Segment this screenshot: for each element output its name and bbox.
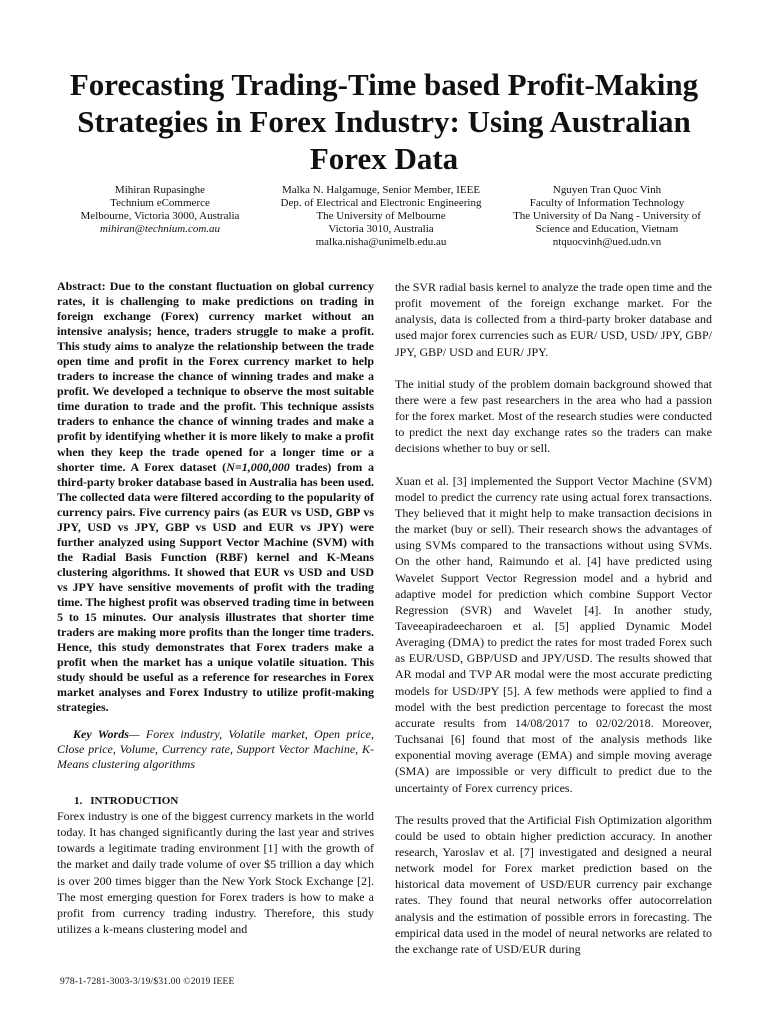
abstract-text: Due to the constant fluctuation on global currency rates, it is challenging to make predictions on trading in foreign exchange (Forex) currency market without an intensive analysis; hence, traders struggle to make a profit. This study aims to analyze the relationship between the trade open time and profit in the Forex currency market to help traders to increase the chance of winning trades and make a profit. We developed a technique to observe the most suitable time duration to trade and the profit. This technique assists traders to enhance the chance of winning trades and make a profit by identifying whether it is more likely to make a profit when they keep the trade opened for a longer time or a shorter time. A Forex dataset ( [57, 279, 374, 474]
author-affiliation: The University of Da Nang - University of Science and Education, Vietnam [513, 210, 701, 235]
author-name: Mihiran Rupasinghe [114, 184, 206, 196]
author-affiliation: Technium eCommerce [110, 197, 210, 209]
author-affiliation: Dep. of Electrical and Electronic Engineering [280, 197, 482, 209]
introduction-heading [57, 794, 374, 808]
left-column [57, 279, 374, 937]
abstract-dataset-size: N=1,000,000 [226, 459, 290, 474]
author-affiliation: Faculty of Information Technology [529, 197, 685, 209]
abstract-label: Abstract: [57, 279, 106, 293]
author-name: Nguyen Tran Quoc Vinh [552, 184, 662, 196]
author-affiliation: Melbourne, Victoria 3000, Australia [80, 210, 240, 222]
body-paragraph: The initial study of the problem domain background showed that there were a few past researchers in the area who had a passion for the forex market. Most of the research studies were conducted to predict the next day exchange rates so the traders can make decisions whether to buy or sell. [395, 376, 712, 456]
keywords-text: Forex industry, Volatile market, Open price, Close price, Volume, Currency rate, Support Vector Machine, K-Means clustering algorithms [57, 727, 375, 771]
author-email[interactable]: malka.nisha@unimelb.edu.au [315, 236, 447, 248]
author-1 [60, 184, 260, 236]
section-title: INTRODUCTION [90, 794, 179, 807]
right-column [395, 279, 712, 973]
body-paragraph: the SVR radial basis kernel to analyze the trade open time and the profit movement of the foreign exchange market. For the analysis, data is collected from a third-party broker database and used major forex currencies such as EUR/ USD, USD/ JPY, GBP/ JPY, GBP/ USD and EUR/ JPY. [395, 280, 712, 359]
body-paragraph: The results proved that the Artificial Fish Optimization algorithm could be used to obtain higher prediction accuracy. In another research, Yaroslav et al. [7] investigated and designed a neural network model for Forex market prediction based on the historical data movement of USD/EUR currency pair exchange rates. They found that neural networks offer autocorrelation analysis and the estimation of possible errors in forecasting. The empirical data used in the model of neural networks are related to the exchange rate of USD/EUR during [395, 812, 712, 956]
author-block [0, 184, 768, 254]
author-2 [262, 184, 500, 249]
section-number: 1. [74, 794, 83, 807]
author-email[interactable]: mihiran@technium.com.au [99, 223, 221, 235]
keywords [57, 727, 374, 771]
keywords-dash: — [128, 727, 146, 742]
introduction-paragraph: Forex industry is one of the biggest currency markets in the world today. It has changed significantly during the last year and strives towards a legitimate trading environment [1] with the growth of the market and daily trade volume of over $5 trillion a day which is over 200 times bigger than the New York Stock Exchange [2]. The most emerging question for Forex traders is how to make a profit from currency trading industry. Therefore, this study utilizes a k-means clustering model and [57, 808, 374, 937]
paper-title: Forecasting Trading-Time based Profit-Making Strategies in Forex Industry: Using Australian Forex Data [69, 67, 699, 176]
author-name: Malka N. Halgamuge, Senior Member, IEEE [281, 184, 481, 196]
author-3 [500, 184, 714, 249]
author-affiliation: The University of Melbourne [316, 210, 446, 222]
body-paragraph: Xuan et al. [3] implemented the Support Vector Machine (SVM) model to predict the currency rate using actual forex transactions. They believed that it might help to make transaction decisions in the market (buy or sell). Their research shows the advantages of using SVMs compared to the transactions without using SVMs. On the other hand, Raimundo et al. [4] have predicted using Wavelet Support Vector Regression model and a hybrid and adaptive model for prediction which combine Support Vector Regression (SVR) and Wavelet [4]. In another study, Taveeapiradeecharoen et al. [5] applied Dynamic Model Averaging (DMA) to predict the rates for most traded Forex such as EUR/USD, GBP/USD and JPY/USD. The results showed that AR modal and TVP AR modal were the most accurate predicting models for USD/JPY [5]. A few methods were applied to find a model with the best prediction percentage to forecast the most accurate results from 14/08/2017 to 02/02/2018. Moreover, Tuchsanai [6] found that most of the analysis methods like exponential moving average (EMA) and simple moving average (SMA) are impossible or very difficult to predict due to the uncertainty of Forex currency prices. [395, 473, 712, 795]
keywords-label: Key Words [73, 727, 129, 742]
author-affiliation: Victoria 3010, Australia [328, 223, 434, 235]
abstract-text-continued: trades) from a third-party broker database based in Australia has been used. The collected data were filtered according to the popularity of currency pairs. Five currency pairs (as EUR vs USD, GBP vs JPY, USD vs JPY, GBP vs USD and EUR vs JPY) were further analyzed using Support Vector Machine (SVM) with the Radial Basis Function (RBF) kernel and K-Means clustering algorithms. It showed that EUR vs USD and USD vs JPY have sensitive movements of profit with the trading time. The highest profit was observed trading time in between 5 to 15 minutes. Our analysis illustrates that shorter time traders are making more profits than the longer time traders. Hence, this study demonstrates that Forex traders make a profit when the market has a unique volatile situation. This study should be useful as a reference for researches in Forex market analyses and Forex Industry to utilize profit-making strategies. [57, 459, 374, 715]
author-email[interactable]: ntquocvinh@ued.udn.vn [552, 236, 662, 248]
copyright-footer: 978-1-7281-3003-3/19/$31.00 ©2019 IEEE [60, 977, 235, 987]
abstract [57, 279, 374, 715]
